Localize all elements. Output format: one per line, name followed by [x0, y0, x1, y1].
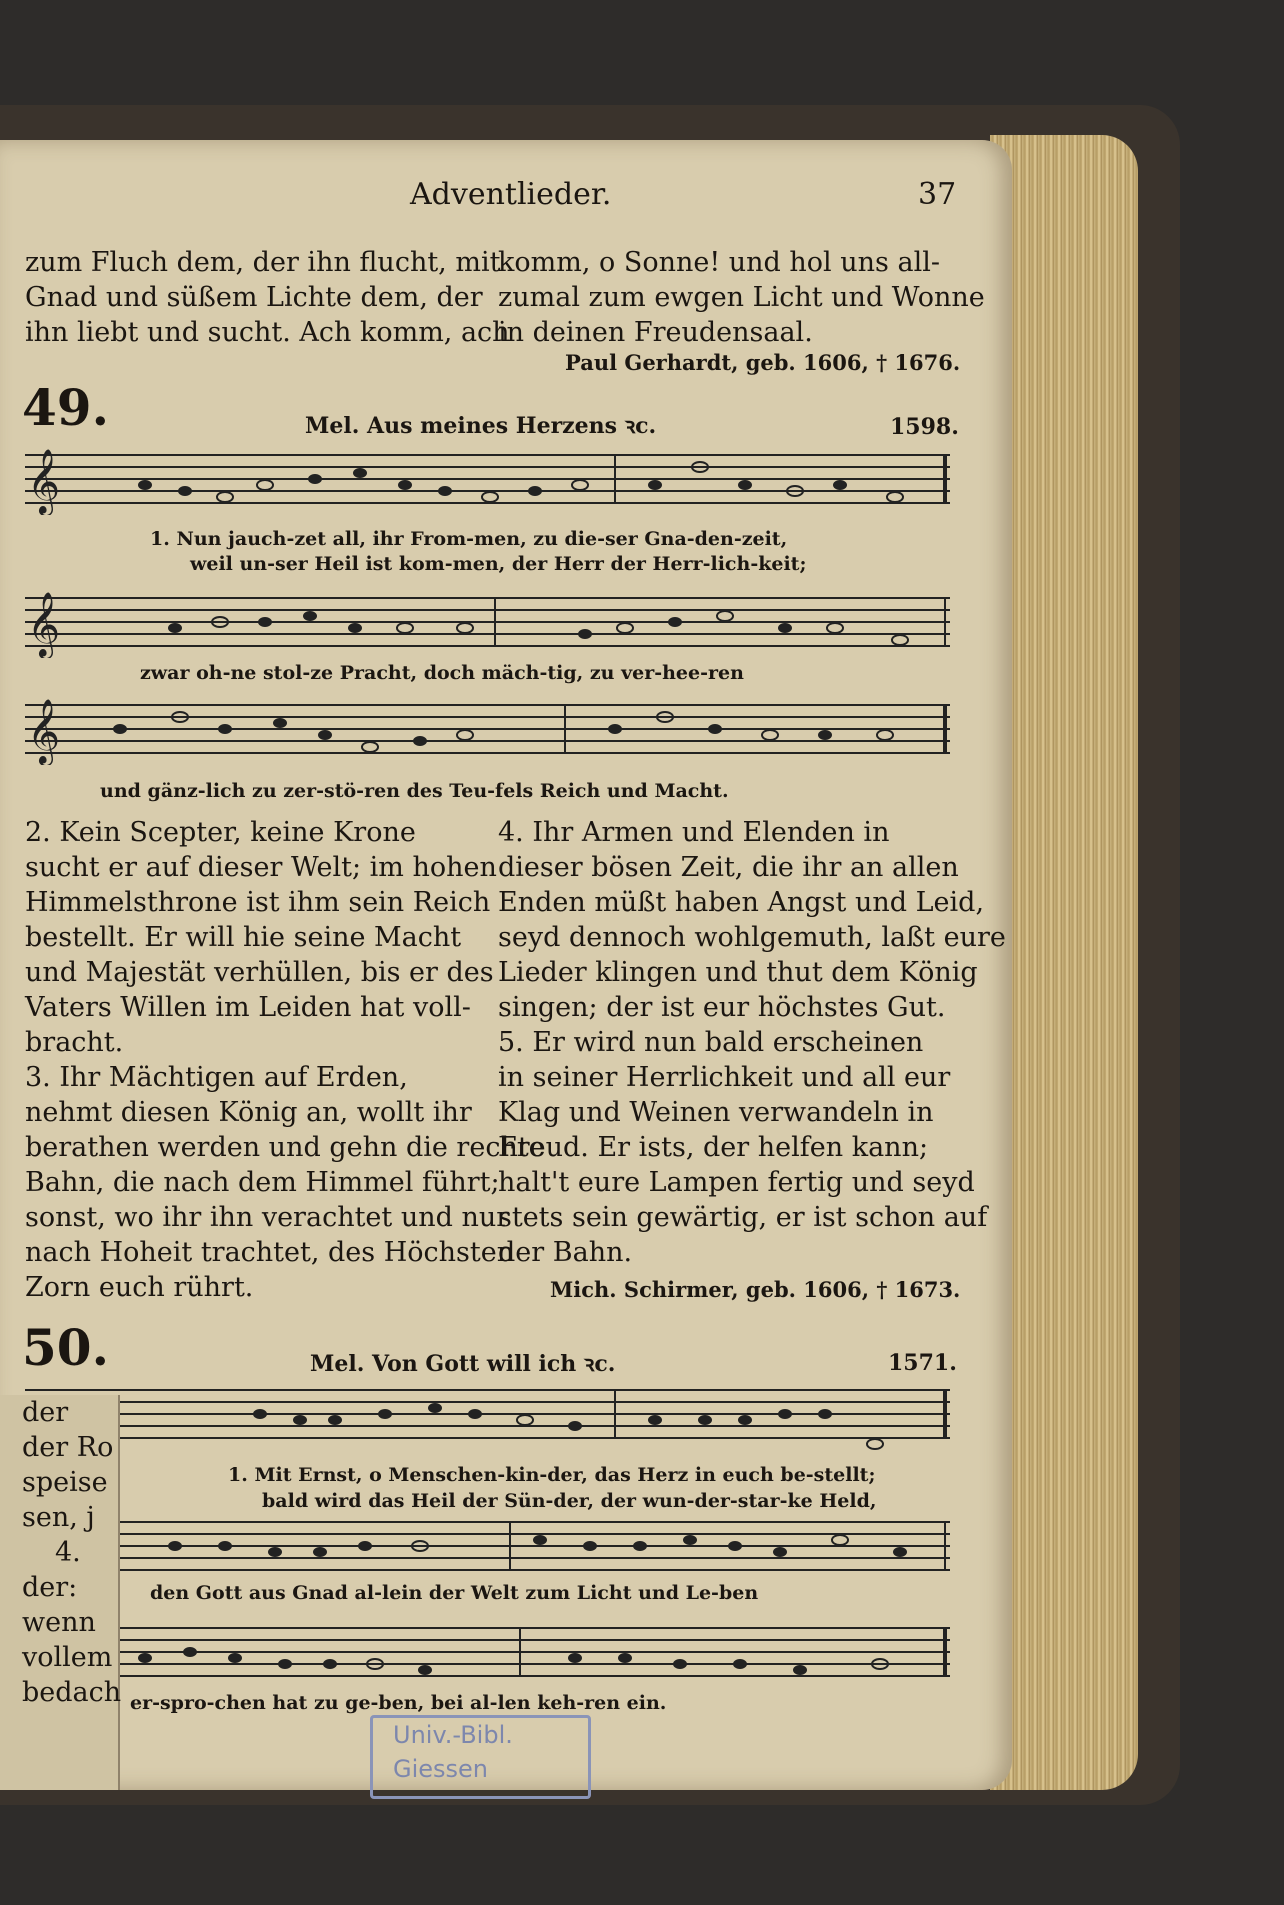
verse-line: bestellt. Er will hie seine Macht [25, 922, 462, 953]
page-number: 37 [918, 177, 957, 212]
verse-line: Bahn, die nach dem Himmel führt; [25, 1167, 500, 1198]
stamp-line: Univ.-Bibl. [393, 1721, 513, 1749]
verse-line: nach Hoheit trachtet, des Höchsten [25, 1237, 515, 1268]
verse-line: 2. Kein Scepter, keine Krone [25, 817, 416, 848]
music-staff [120, 1618, 955, 1688]
svg-text:𝄞: 𝄞 [27, 699, 61, 764]
fragment-line: bedach [22, 1677, 122, 1708]
music-staff [25, 588, 955, 658]
verse-line: 4. Ihr Armen und Elenden in [498, 817, 890, 848]
lyrics-50-line1b: bald wird das Heil der Sün-der, der wun-der-star-ke Held, [262, 1490, 877, 1512]
top-right-line: in deinen Freudensaal. [498, 317, 813, 348]
melody-year-49: 1598. [890, 414, 959, 440]
melody-year-50: 1571. [888, 1350, 957, 1376]
top-left-line: ihn liebt und sucht. Ach komm, ach [25, 317, 510, 348]
hymn-49-attribution: Mich. Schirmer, geb. 1606, † 1673. [550, 1277, 961, 1302]
music-staff [25, 1380, 955, 1450]
svg-text:𝄞: 𝄞 [27, 592, 61, 657]
melody-line-49: Mel. Aus meines Herzens ꝛc. [305, 413, 657, 439]
fragment-line: der [22, 1397, 69, 1428]
running-head-title: Adventlieder. [410, 177, 612, 212]
library-stamp [370, 1715, 591, 1799]
lyrics-50-line3: er-spro-chen hat zu ge-ben, bei al-len keh-ren ein. [130, 1692, 667, 1714]
fragment-line: der: [22, 1572, 78, 1603]
verse-line: Lieder klingen und thut dem König [498, 957, 978, 988]
verse-line: in seiner Herrlichkeit und all eur [498, 1062, 951, 1093]
verse-line: sucht er auf dieser Welt; im hohen [25, 852, 497, 883]
top-right-line: komm, o Sonne! und hol uns all- [498, 247, 940, 278]
hymn-number-49: 49. [22, 378, 109, 437]
music-staff [25, 695, 955, 765]
page-edges [990, 135, 1138, 1790]
top-attribution: Paul Gerhardt, geb. 1606, † 1676. [565, 350, 961, 375]
svg-text:𝄞: 𝄞 [27, 449, 61, 514]
lyrics-49-line1: 1. Nun jauch-zet all, ihr From-men, zu die-ser Gna-den-zeit, [150, 528, 788, 550]
verse-line: Freud. Er ists, der helfen kann; [498, 1132, 929, 1163]
lyrics-49-line2: zwar oh-ne stol-ze Pracht, doch mäch-tig, zu ver-hee-ren [140, 662, 744, 684]
fragment-line: sen, j [22, 1502, 95, 1533]
verse-line: nehmt diesen König an, wollt ihr [25, 1097, 472, 1128]
fragment-line: der Ro [22, 1432, 114, 1463]
verse-line: Vaters Willen im Leiden hat voll- [25, 992, 471, 1023]
verse-line: 5. Er wird nun bald erscheinen [498, 1027, 924, 1058]
fragment-line: wenn [22, 1607, 96, 1638]
verse-line: dieser bösen Zeit, die ihr an allen [498, 852, 959, 883]
verse-line: Himmelsthrone ist ihm sein Reich [25, 887, 491, 918]
verse-line: seyd dennoch wohlgemuth, laßt eure [498, 922, 1006, 953]
verse-line: berathen werden und gehn die rechte [25, 1132, 545, 1163]
verse-line: Klag und Weinen verwandeln in [498, 1097, 934, 1128]
stamp-line: Giessen [393, 1755, 489, 1783]
top-left-line: Gnad und süßem Lichte dem, der [25, 282, 483, 313]
lyrics-49-line1b: weil un-ser Heil ist kom-men, der Herr der Herr-lich-keit; [190, 553, 807, 575]
hymn-number-50: 50. [22, 1318, 109, 1377]
verse-line: stets sein gewärtig, er ist schon auf [498, 1202, 988, 1233]
verse-line: Enden müßt haben Angst und Leid, [498, 887, 985, 918]
lyrics-50-line1: 1. Mit Ernst, o Menschen-kin-der, das Herz in euch be-stellt; [228, 1464, 876, 1486]
verse-line: der Bahn. [498, 1237, 633, 1268]
verse-line: sonst, wo ihr ihn verachtet und nur [25, 1202, 510, 1233]
music-staff [120, 1512, 955, 1582]
verse-line: halt't eure Lampen fertig und seyd [498, 1167, 975, 1198]
fragment-line: vollem [22, 1642, 113, 1673]
fragment-line: speise [22, 1467, 108, 1498]
melody-line-50: Mel. Von Gott will ich ꝛc. [310, 1351, 616, 1377]
verse-line: singen; der ist eur höchstes Gut. [498, 992, 946, 1023]
fragment-line: 4. [55, 1537, 81, 1568]
verse-line: und Majestät verhüllen, bis er des [25, 957, 494, 988]
lyrics-50-line2: den Gott aus Gnad al-lein der Welt zum Licht und Le-ben [150, 1582, 759, 1604]
top-right-line: zumal zum ewgen Licht und Wonne [498, 282, 985, 313]
torn-page-fragment [0, 1395, 120, 1790]
music-staff [25, 445, 955, 515]
lyrics-49-line3: und gänz-lich zu zer-stö-ren des Teu-fels Reich und Macht. [100, 780, 729, 802]
verse-line: Zorn euch rührt. [25, 1272, 254, 1303]
top-left-line: zum Fluch dem, der ihn flucht, mit [25, 247, 501, 278]
verse-line: bracht. [25, 1027, 124, 1058]
verse-line: 3. Ihr Mächtigen auf Erden, [25, 1062, 408, 1093]
